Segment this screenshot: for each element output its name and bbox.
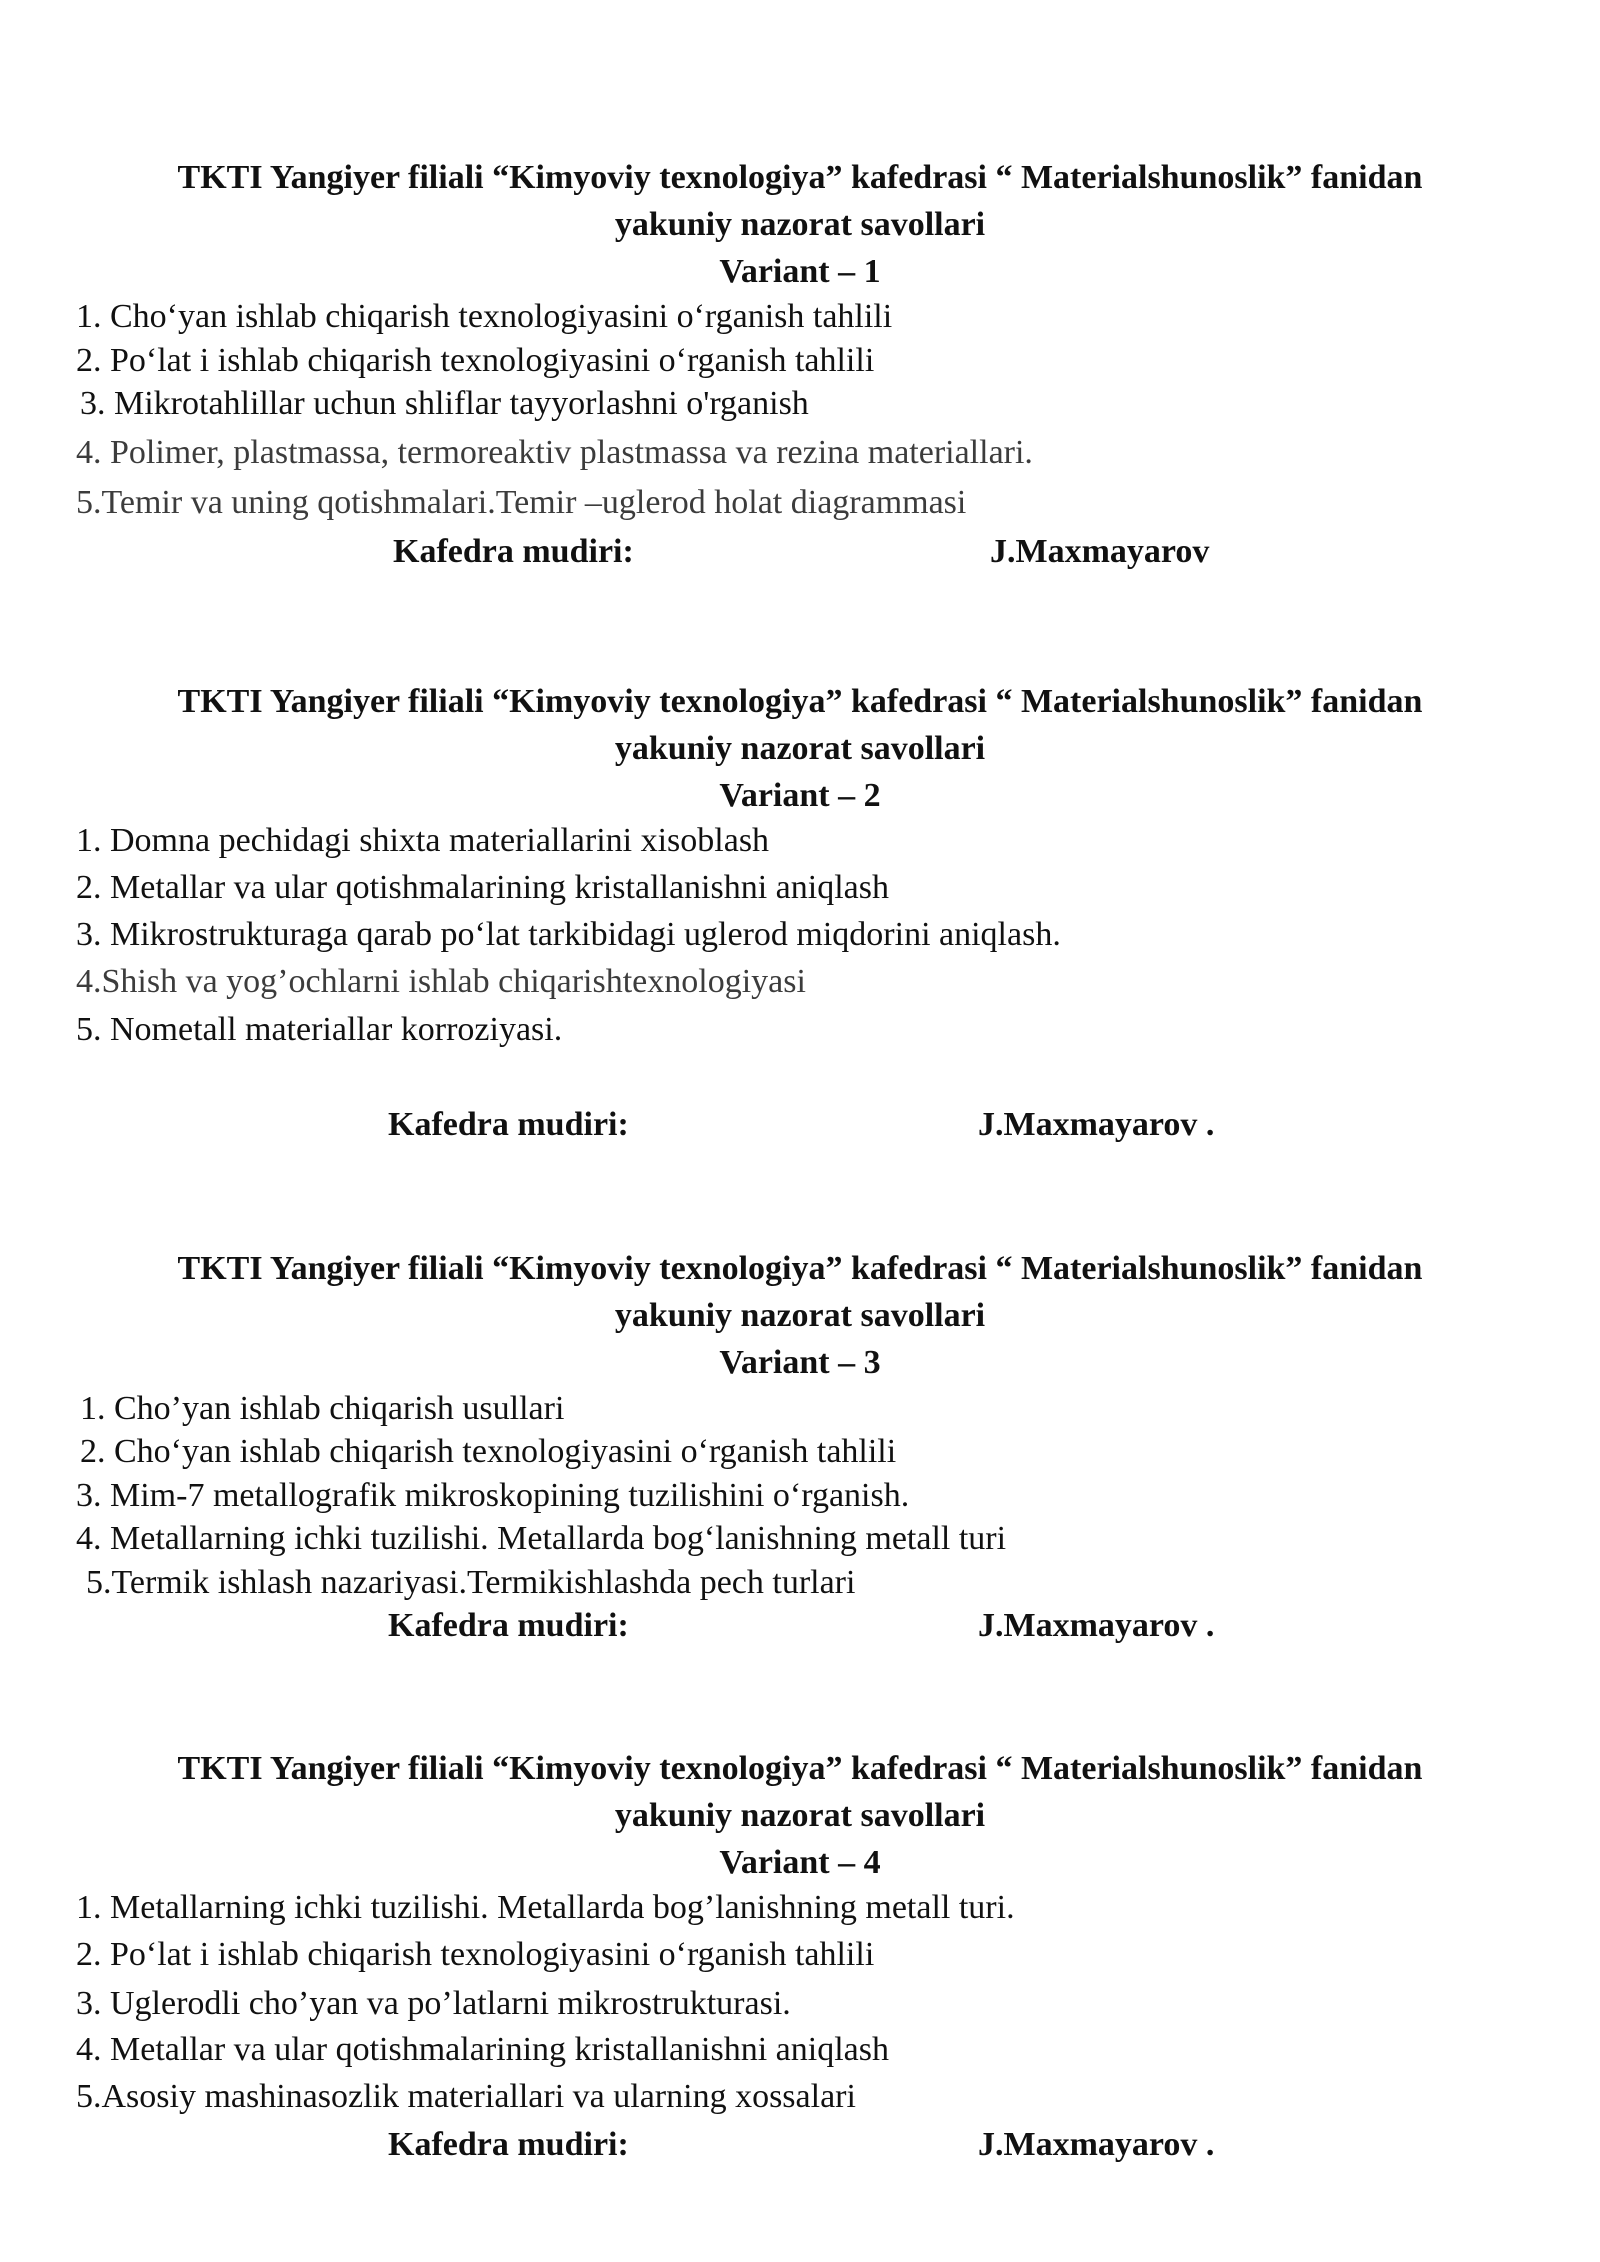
question-item: 5.Asosiy mashinasozlik materiallari va ularning xossalari: [76, 2078, 856, 2115]
variant-label: Variant – 1: [719, 253, 881, 290]
header-subtitle: yakuniy nazorat savollari: [614, 1797, 986, 1834]
question-item: 1. Domna pechidagi shixta materiallarini xisoblash: [76, 822, 770, 859]
signature-label: Kafedra mudiri:: [388, 1106, 629, 1143]
question-item: 2. Po‘lat i ishlab chiqarish texnologiyasini o‘rganish tahlili: [76, 342, 875, 379]
variant-label: Variant – 3: [719, 1344, 881, 1381]
variant-4-header: [0, 1745, 1600, 1886]
signature-label: Kafedra mudiri:: [388, 1607, 629, 1644]
signature-name: J.Maxmayarov: [990, 533, 1210, 570]
question-item: 2. Metallar va ular qotishmalarining kristallanishni aniqlash: [76, 869, 889, 906]
question-item: 5.Termik ishlash nazariyasi.Termikishlashda pech turlari: [86, 1564, 856, 1601]
question-item: 4. Metallar va ular qotishmalarining kristallanishni aniqlash: [76, 2031, 889, 2068]
question-item: 2. Cho‘yan ishlab chiqarish texnologiyasini o‘rganish tahlili: [80, 1433, 897, 1470]
question-item: 4.Shish va yog’ochlarni ishlab chiqarishtexnologiyasi: [76, 963, 806, 1000]
question-item: 5. Nometall materiallar korroziyasi.: [76, 1011, 563, 1048]
question-item: 4. Metallarning ichki tuzilishi. Metallarda bog‘lanishning metall turi: [76, 1520, 1007, 1557]
signature-name: J.Maxmayarov .: [978, 1106, 1215, 1143]
signature-label: Kafedra mudiri:: [388, 2126, 629, 2163]
question-item: 3. Mikrostrukturaga qarab po‘lat tarkibidagi uglerod miqdorini aniqlash.: [76, 916, 1061, 953]
question-item: 2. Po‘lat i ishlab chiqarish texnologiyasini o‘rganish tahlili: [76, 1936, 875, 1973]
signature-name: J.Maxmayarov .: [978, 2126, 1215, 2163]
question-item: 5.Temir va uning qotishmalari.Temir –uglerod holat diagrammasi: [76, 484, 967, 521]
variant-3-header: [0, 1245, 1600, 1386]
header-title: TKTI Yangiyer filiali “Kimyoviy texnologiya” kafedrasi “ Materialshunoslik” fanidan: [177, 683, 1423, 720]
question-item: 1. Metallarning ichki tuzilishi. Metallarda bog’lanishning metall turi.: [76, 1889, 1015, 1926]
header-title: TKTI Yangiyer filiali “Kimyoviy texnologiya” kafedrasi “ Materialshunoslik” fanidan: [177, 1250, 1423, 1287]
header-title: TKTI Yangiyer filiali “Kimyoviy texnologiya” kafedrasi “ Materialshunoslik” fanidan: [177, 1750, 1423, 1787]
variant-1-header: [0, 154, 1600, 295]
question-item: 3. Mikrotahlillar uchun shliflar tayyorlashni o'rganish: [80, 385, 809, 422]
variant-2-header: [0, 678, 1600, 819]
question-item: 1. Cho’yan ishlab chiqarish usullari: [80, 1390, 565, 1427]
question-item: 3. Mim-7 metallografik mikroskopining tuzilishini o‘rganish.: [76, 1477, 910, 1514]
header-subtitle: yakuniy nazorat savollari: [614, 1297, 986, 1334]
header-title: TKTI Yangiyer filiali “Kimyoviy texnologiya” kafedrasi “ Materialshunoslik” fanidan: [177, 159, 1423, 196]
question-item: 1. Cho‘yan ishlab chiqarish texnologiyasini o‘rganish tahlili: [76, 298, 893, 335]
signature-label: Kafedra mudiri:: [393, 533, 634, 570]
variant-label: Variant – 4: [719, 1844, 881, 1881]
question-item: 3. Uglerodli cho’yan va po’latlarni mikrostrukturasi.: [76, 1985, 791, 2022]
question-item: 4. Polimer, plastmassa, termoreaktiv plastmassa va rezina materiallari.: [76, 434, 1033, 471]
header-subtitle: yakuniy nazorat savollari: [614, 730, 986, 767]
header-subtitle: yakuniy nazorat savollari: [614, 206, 986, 243]
signature-name: J.Maxmayarov .: [978, 1607, 1215, 1644]
variant-label: Variant – 2: [719, 777, 881, 814]
